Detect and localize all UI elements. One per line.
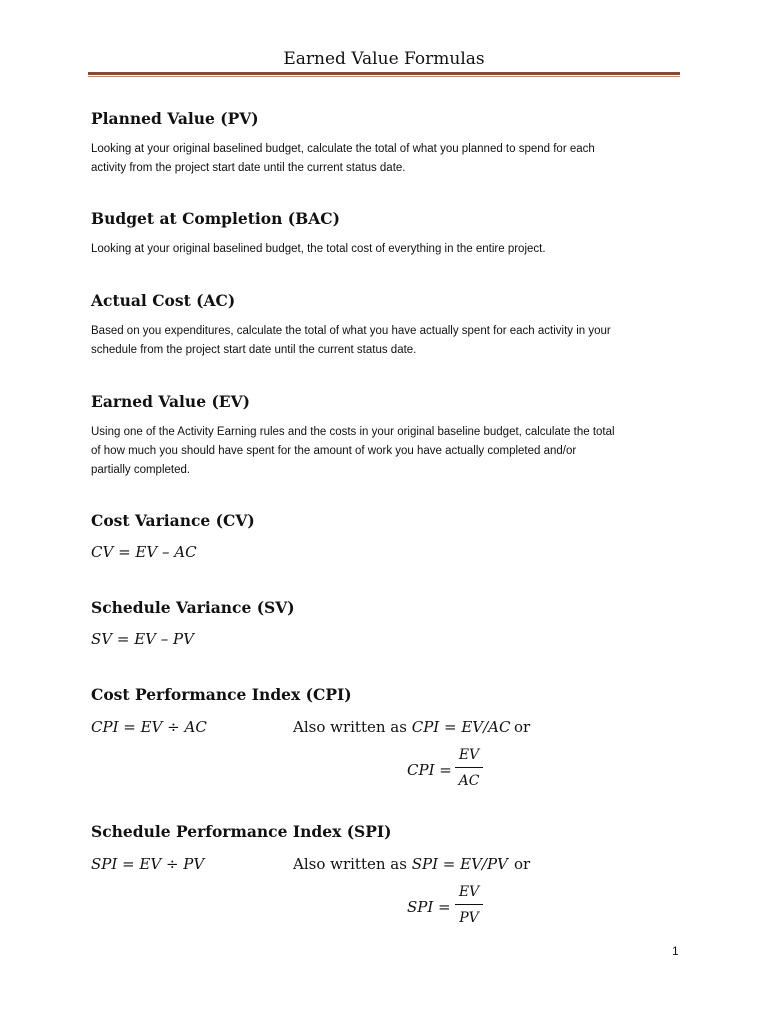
- cpi-formula: CPI = EV ÷ AC: [91, 718, 207, 736]
- pv-line-2: activity from the project start date until the current status date.: [91, 162, 406, 174]
- page-number: 1: [672, 944, 679, 958]
- ev-line-1: Using one of the Activity Earning rules and the costs in your original baseline budget, calculate the total: [91, 426, 615, 438]
- document-title: Earned Value Formulas: [283, 49, 485, 69]
- cpi-also-prefix: Also written as: [293, 718, 412, 736]
- pv-line-1: Looking at your original baselined budget, calculate the total of what you planned to spend for each: [91, 143, 595, 155]
- cpi-fraction-numerator: EV: [458, 747, 480, 763]
- cpi-also-formula: CPI = EV/AC: [411, 718, 511, 736]
- spi-fraction-bar: [455, 904, 483, 905]
- title-rule: [88, 72, 680, 75]
- spi-fraction: [455, 882, 483, 928]
- sv-formula: SV = EV – PV: [91, 630, 194, 648]
- spi-fraction-lhs: SPI =: [407, 898, 451, 916]
- cpi-fraction-denominator: AC: [458, 773, 480, 789]
- bac-line-1: Looking at your original baselined budget, the total cost of everything in the entire project.: [91, 243, 546, 255]
- spi-formula: SPI = EV ÷ PV: [91, 855, 205, 873]
- cpi-fraction-lhs: CPI =: [407, 761, 452, 779]
- ac-line-2: schedule from the project start date until the current status date.: [91, 344, 417, 356]
- spi-also-prefix: Also written as: [293, 855, 412, 873]
- spi-heading: Schedule Performance Index (SPI): [91, 822, 392, 841]
- spi-also-formula: SPI = EV/PV: [411, 855, 508, 873]
- ac-description: [91, 322, 691, 360]
- ev-description: [91, 423, 691, 480]
- cv-formula: CV = EV – AC: [91, 543, 197, 561]
- cpi-fraction-bar: [455, 767, 483, 768]
- ev-line-3: partially completed.: [91, 464, 191, 476]
- ac-line-1: Based on you expenditures, calculate the total of what you have actually spent for each activity in your: [91, 325, 611, 337]
- bac-description: [91, 240, 691, 259]
- cpi-heading: Cost Performance Index (CPI): [91, 685, 352, 704]
- title-rule-thin: [88, 76, 680, 77]
- cv-heading: Cost Variance (CV): [91, 511, 255, 530]
- pv-heading: Planned Value (PV): [91, 109, 259, 128]
- sv-heading: Schedule Variance (SV): [91, 598, 295, 617]
- ev-heading: Earned Value (EV): [91, 392, 250, 411]
- spi-alternate: [293, 855, 508, 873]
- pv-description: [91, 140, 691, 178]
- ev-line-2: of how much you should have spent for the amount of work you have actually completed and/or: [91, 445, 577, 457]
- spi-fraction-denominator: PV: [459, 910, 479, 926]
- cpi-alternate: [293, 718, 510, 736]
- spi-fraction-numerator: EV: [458, 884, 480, 900]
- cpi-fraction: [455, 745, 483, 791]
- spi-or: or: [514, 855, 531, 873]
- cpi-or: or: [514, 718, 531, 736]
- bac-heading: Budget at Completion (BAC): [91, 209, 340, 228]
- ac-heading: Actual Cost (AC): [91, 291, 236, 310]
